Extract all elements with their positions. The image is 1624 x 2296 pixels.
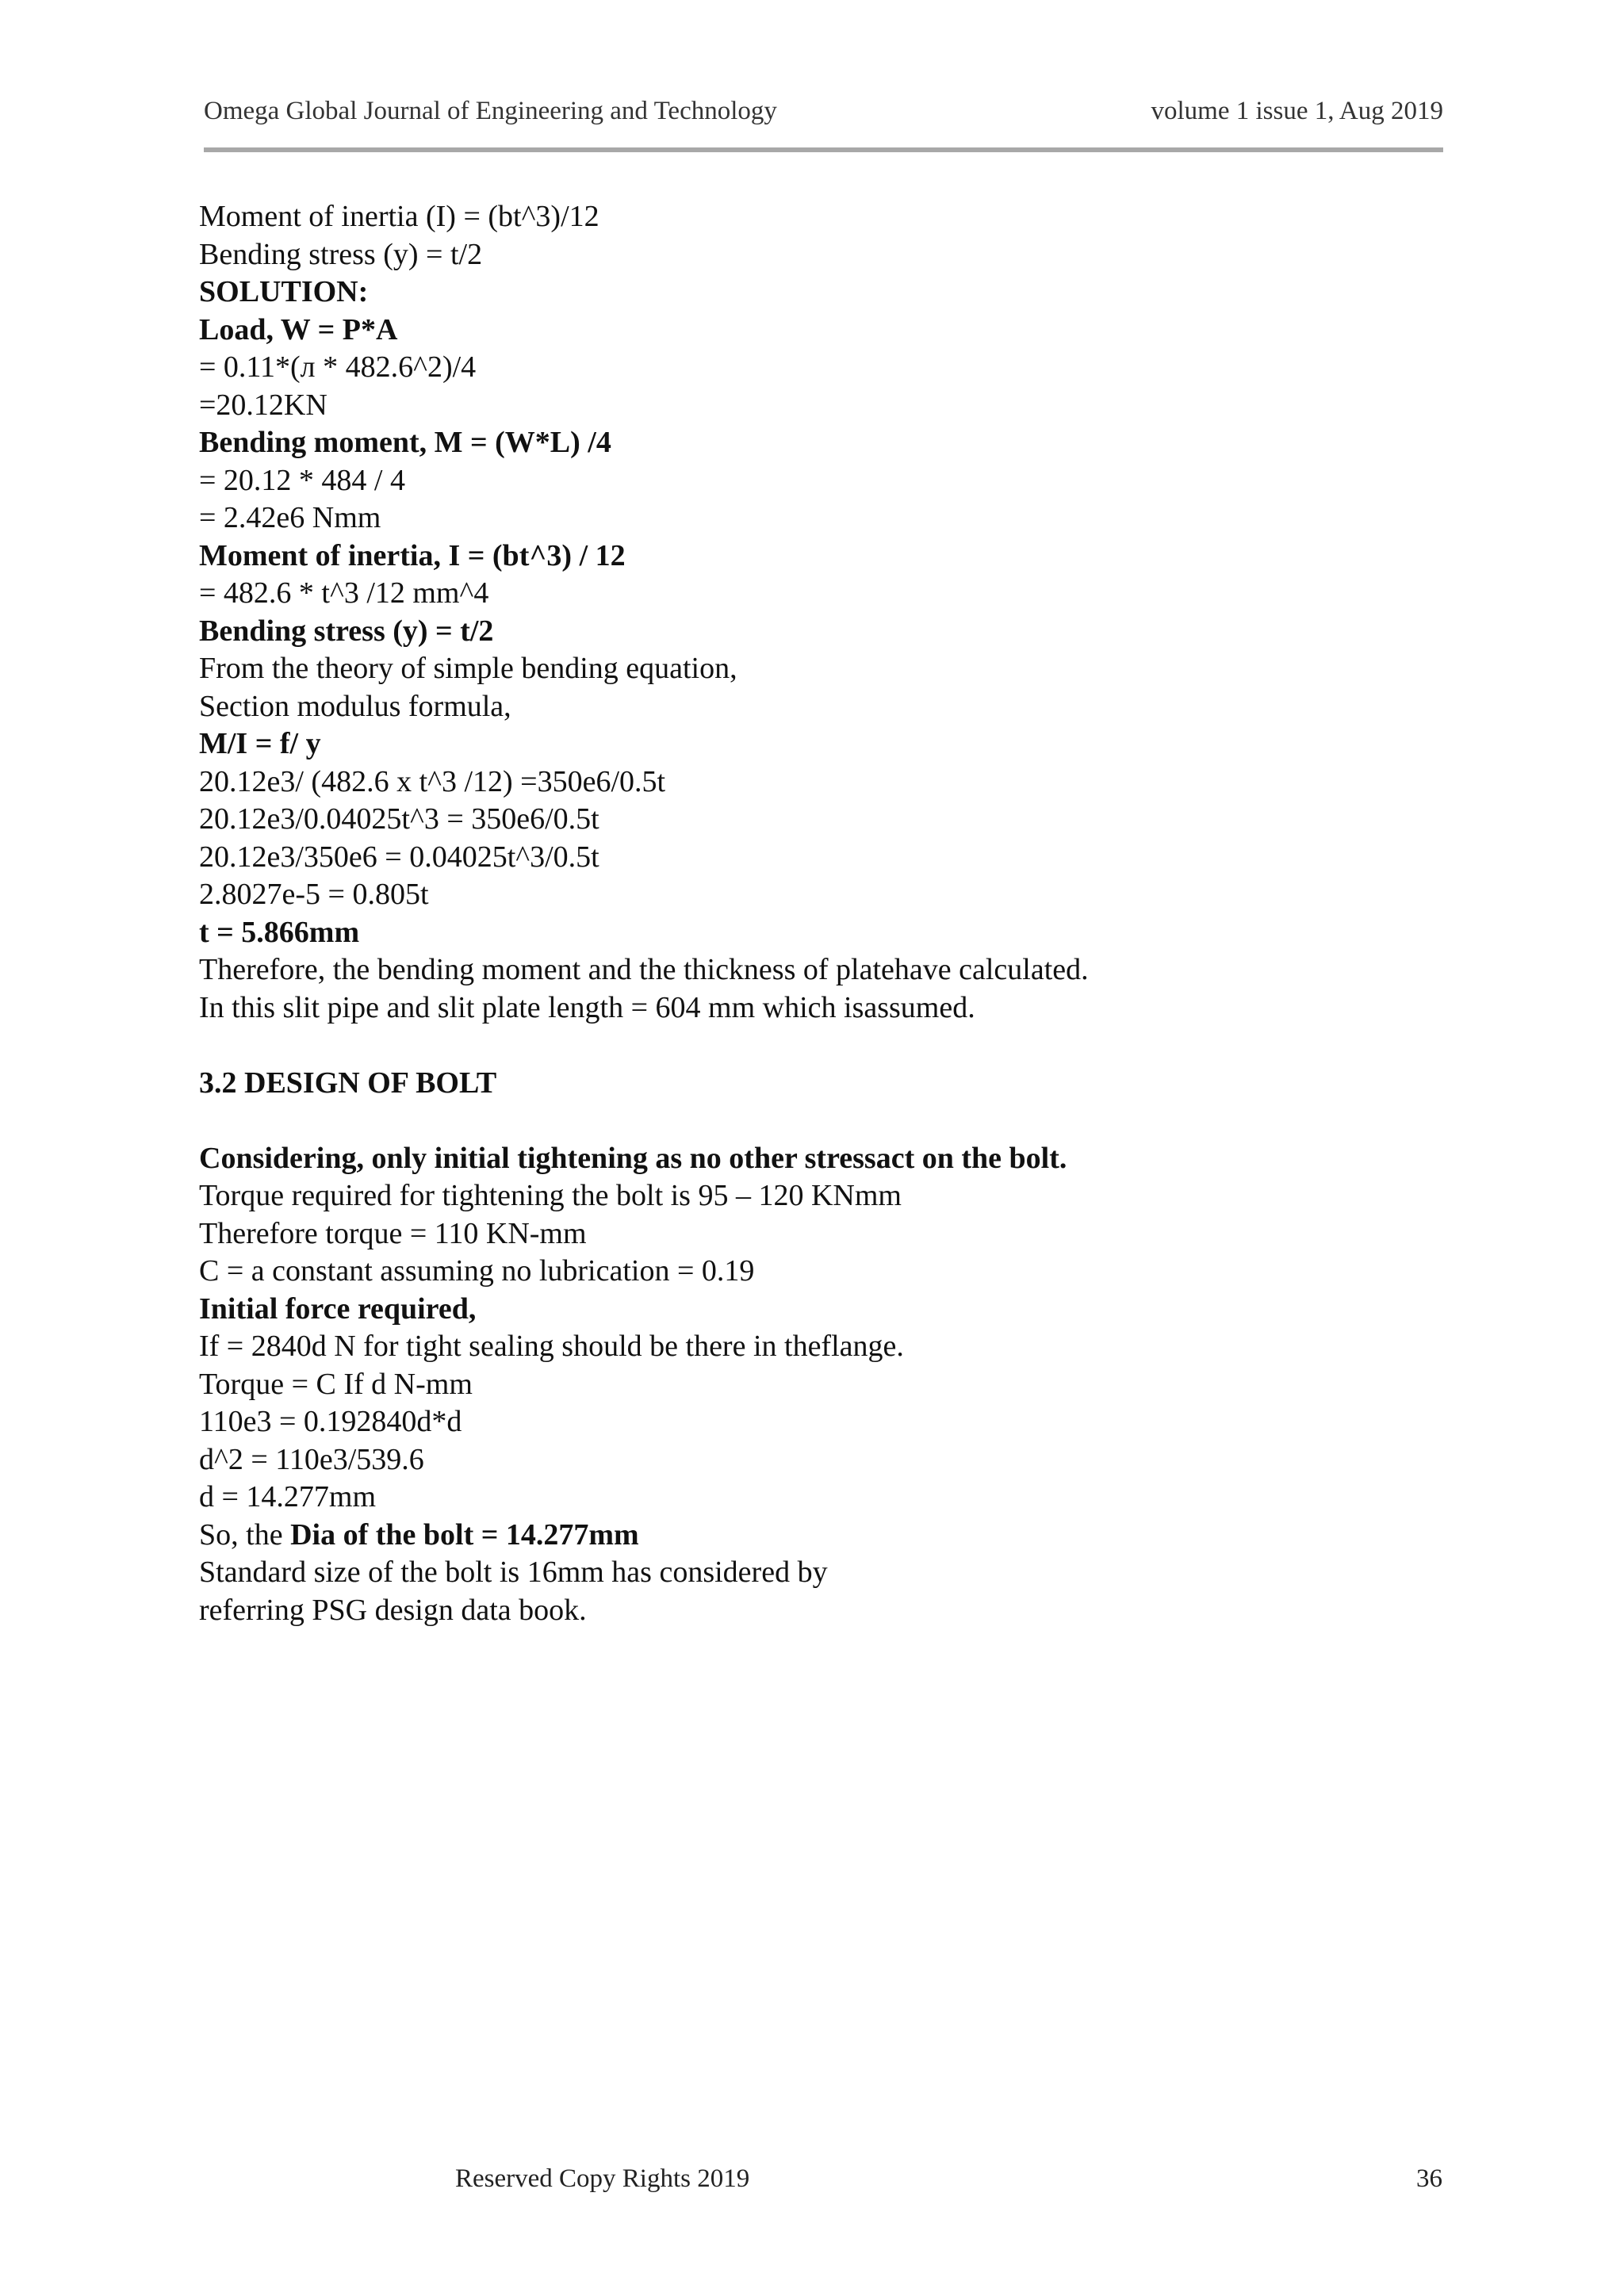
body-line: Section modulus formula, [199, 689, 511, 723]
body-line: Therefore, the bending moment and the thickness of platehave calculated. [199, 953, 1089, 986]
body-line-bold: M/I = f/ y [199, 727, 321, 760]
body-line: d = 14.277mm [199, 1480, 377, 1513]
body-line: 20.12e3/ (482.6 x t^3 /12) =350e6/0.5t [199, 764, 666, 798]
body-line: d^2 = 110e3/539.6 [199, 1442, 424, 1476]
body-line: 20.12e3/0.04025t^3 = 350e6/0.5t [199, 802, 599, 836]
bolt-diameter-result: Dia of the bolt = 14.277mm [290, 1517, 639, 1552]
body-line: From the theory of simple bending equation, [199, 652, 737, 685]
result-thickness: t = 5.866mm [199, 915, 360, 949]
body-line: Therefore torque = 110 KN-mm [199, 1216, 587, 1250]
bolt-diameter-prefix: So, the [199, 1517, 291, 1552]
body-line: 2.8027e-5 = 0.805t [199, 878, 429, 911]
body-line: = 0.11*(л * 482.6^2)/4 [199, 350, 477, 384]
body-line: = 2.42e6 Nmm [199, 501, 381, 534]
issue-info: volume 1 issue 1, Aug 2019 [1151, 97, 1443, 125]
body-line: = 20.12 * 484 / 4 [199, 463, 405, 497]
body-line: Moment of inertia (I) = (bt^3)/12 [199, 200, 599, 233]
running-header [204, 97, 1443, 132]
body-line: Standard size of the bolt is 16mm has considered by [199, 1556, 828, 1589]
header-rule [204, 147, 1443, 152]
bolt-diameter-line [199, 1517, 1468, 1555]
body-line: Torque required for tightening the bolt is 95 – 120 KNmm [199, 1179, 902, 1212]
body-line: 110e3 = 0.192840d*d [199, 1405, 462, 1438]
body-line: In this slit pipe and slit plate length = 604 mm which isassumed. [199, 990, 975, 1024]
journal-title: Omega Global Journal of Engineering and Technology [204, 97, 777, 125]
body-line-bold: Load, W = P*A [199, 312, 398, 346]
body-line: Torque = C If d N-mm [199, 1367, 473, 1401]
body-line: Bending stress (y) = t/2 [199, 237, 483, 271]
body-line: 20.12e3/350e6 = 0.04025t^3/0.5t [199, 840, 599, 874]
page-body [199, 198, 1468, 1629]
solution-heading: SOLUTION: [199, 275, 369, 308]
page-number: 36 [1416, 2164, 1442, 2193]
paragraph-gap [199, 1102, 1468, 1140]
body-line-bold: Bending stress (y) = t/2 [199, 614, 494, 648]
body-line: C = a constant assuming no lubrication = 0.19 [199, 1254, 755, 1288]
body-line-bold: Initial force required, [199, 1292, 477, 1326]
body-line: = 482.6 * t^3 /12 mm^4 [199, 576, 489, 610]
body-line-bold: Moment of inertia, I = (bt^3) / 12 [199, 538, 626, 572]
body-line-bold: Bending moment, M = (W*L) /4 [199, 426, 611, 459]
footer-copyright: Reserved Copy Rights 2019 [455, 2164, 750, 2193]
body-line: =20.12KN [199, 388, 327, 422]
paragraph-gap [199, 1027, 1468, 1065]
body-line: referring PSG design data book. [199, 1593, 587, 1627]
section-heading: 3.2 DESIGN OF BOLT [199, 1066, 497, 1100]
body-line: If = 2840d N for tight sealing should be there in theflange. [199, 1330, 904, 1363]
body-line-bold: Considering, only initial tightening as no other stressact on the bolt. [199, 1141, 1067, 1175]
